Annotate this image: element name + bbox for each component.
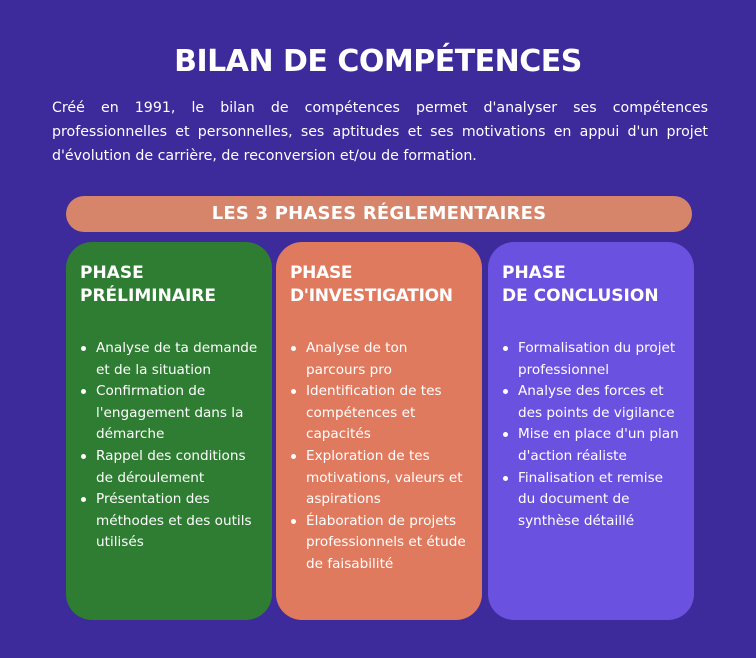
page-title: BILAN DE COMPÉTENCES [174, 44, 582, 79]
list-item: Analyse de ta demande et de la situation [80, 338, 260, 381]
phase-title [502, 262, 682, 308]
phase-title-line2: DE CONCLUSION [502, 286, 659, 306]
phase-title-line1: PHASE [80, 263, 144, 283]
phase-title [80, 262, 260, 308]
list-item: Confirmation de l'engagement dans la démarche [80, 381, 260, 446]
list-item: Formalisation du projet professionnel [502, 338, 682, 381]
intro-paragraph: Créé en 1991, le bilan de compétences permet d'analyser ses compétences professionnelles et personnelles, ses aptitudes et ses motivations en appui d'un projet d'évolution de carrière, de reconversion et/ou de formation. [52, 100, 708, 164]
phase-card-preliminaire [66, 242, 272, 620]
phase-items-list [502, 338, 682, 532]
list-item: Finalisation et remise du document de synthèse détaillé [502, 468, 682, 533]
list-item: Analyse de ton parcours pro [290, 338, 470, 381]
phase-title [290, 262, 470, 308]
list-item: Analyse des forces et des points de vigilance [502, 381, 682, 424]
list-item: Identification de tes compétences et capacités [290, 381, 470, 446]
phase-card-conclusion [488, 242, 694, 620]
phase-title-line1: PHASE [502, 263, 566, 283]
phase-title-line2: D'INVESTIGATION [290, 286, 453, 306]
phase-title-line2: PRÉLIMINAIRE [80, 286, 216, 306]
phase-card-investigation [276, 242, 482, 620]
list-item: Exploration de tes motivations, valeurs et aspirations [290, 446, 470, 511]
phase-items-list [290, 338, 470, 576]
list-item: Élaboration de projets professionnels et étude de faisabilité [290, 511, 470, 576]
list-item: Rappel des conditions de déroulement [80, 446, 260, 489]
phase-title-line1: PHASE [290, 263, 353, 283]
phases-banner: LES 3 PHASES RÉGLEMENTAIRES [66, 196, 692, 232]
list-item: Mise en place d'un plan d'action réaliste [502, 424, 682, 467]
phase-items-list [80, 338, 260, 554]
list-item: Présentation des méthodes et des outils utilisés [80, 489, 260, 554]
